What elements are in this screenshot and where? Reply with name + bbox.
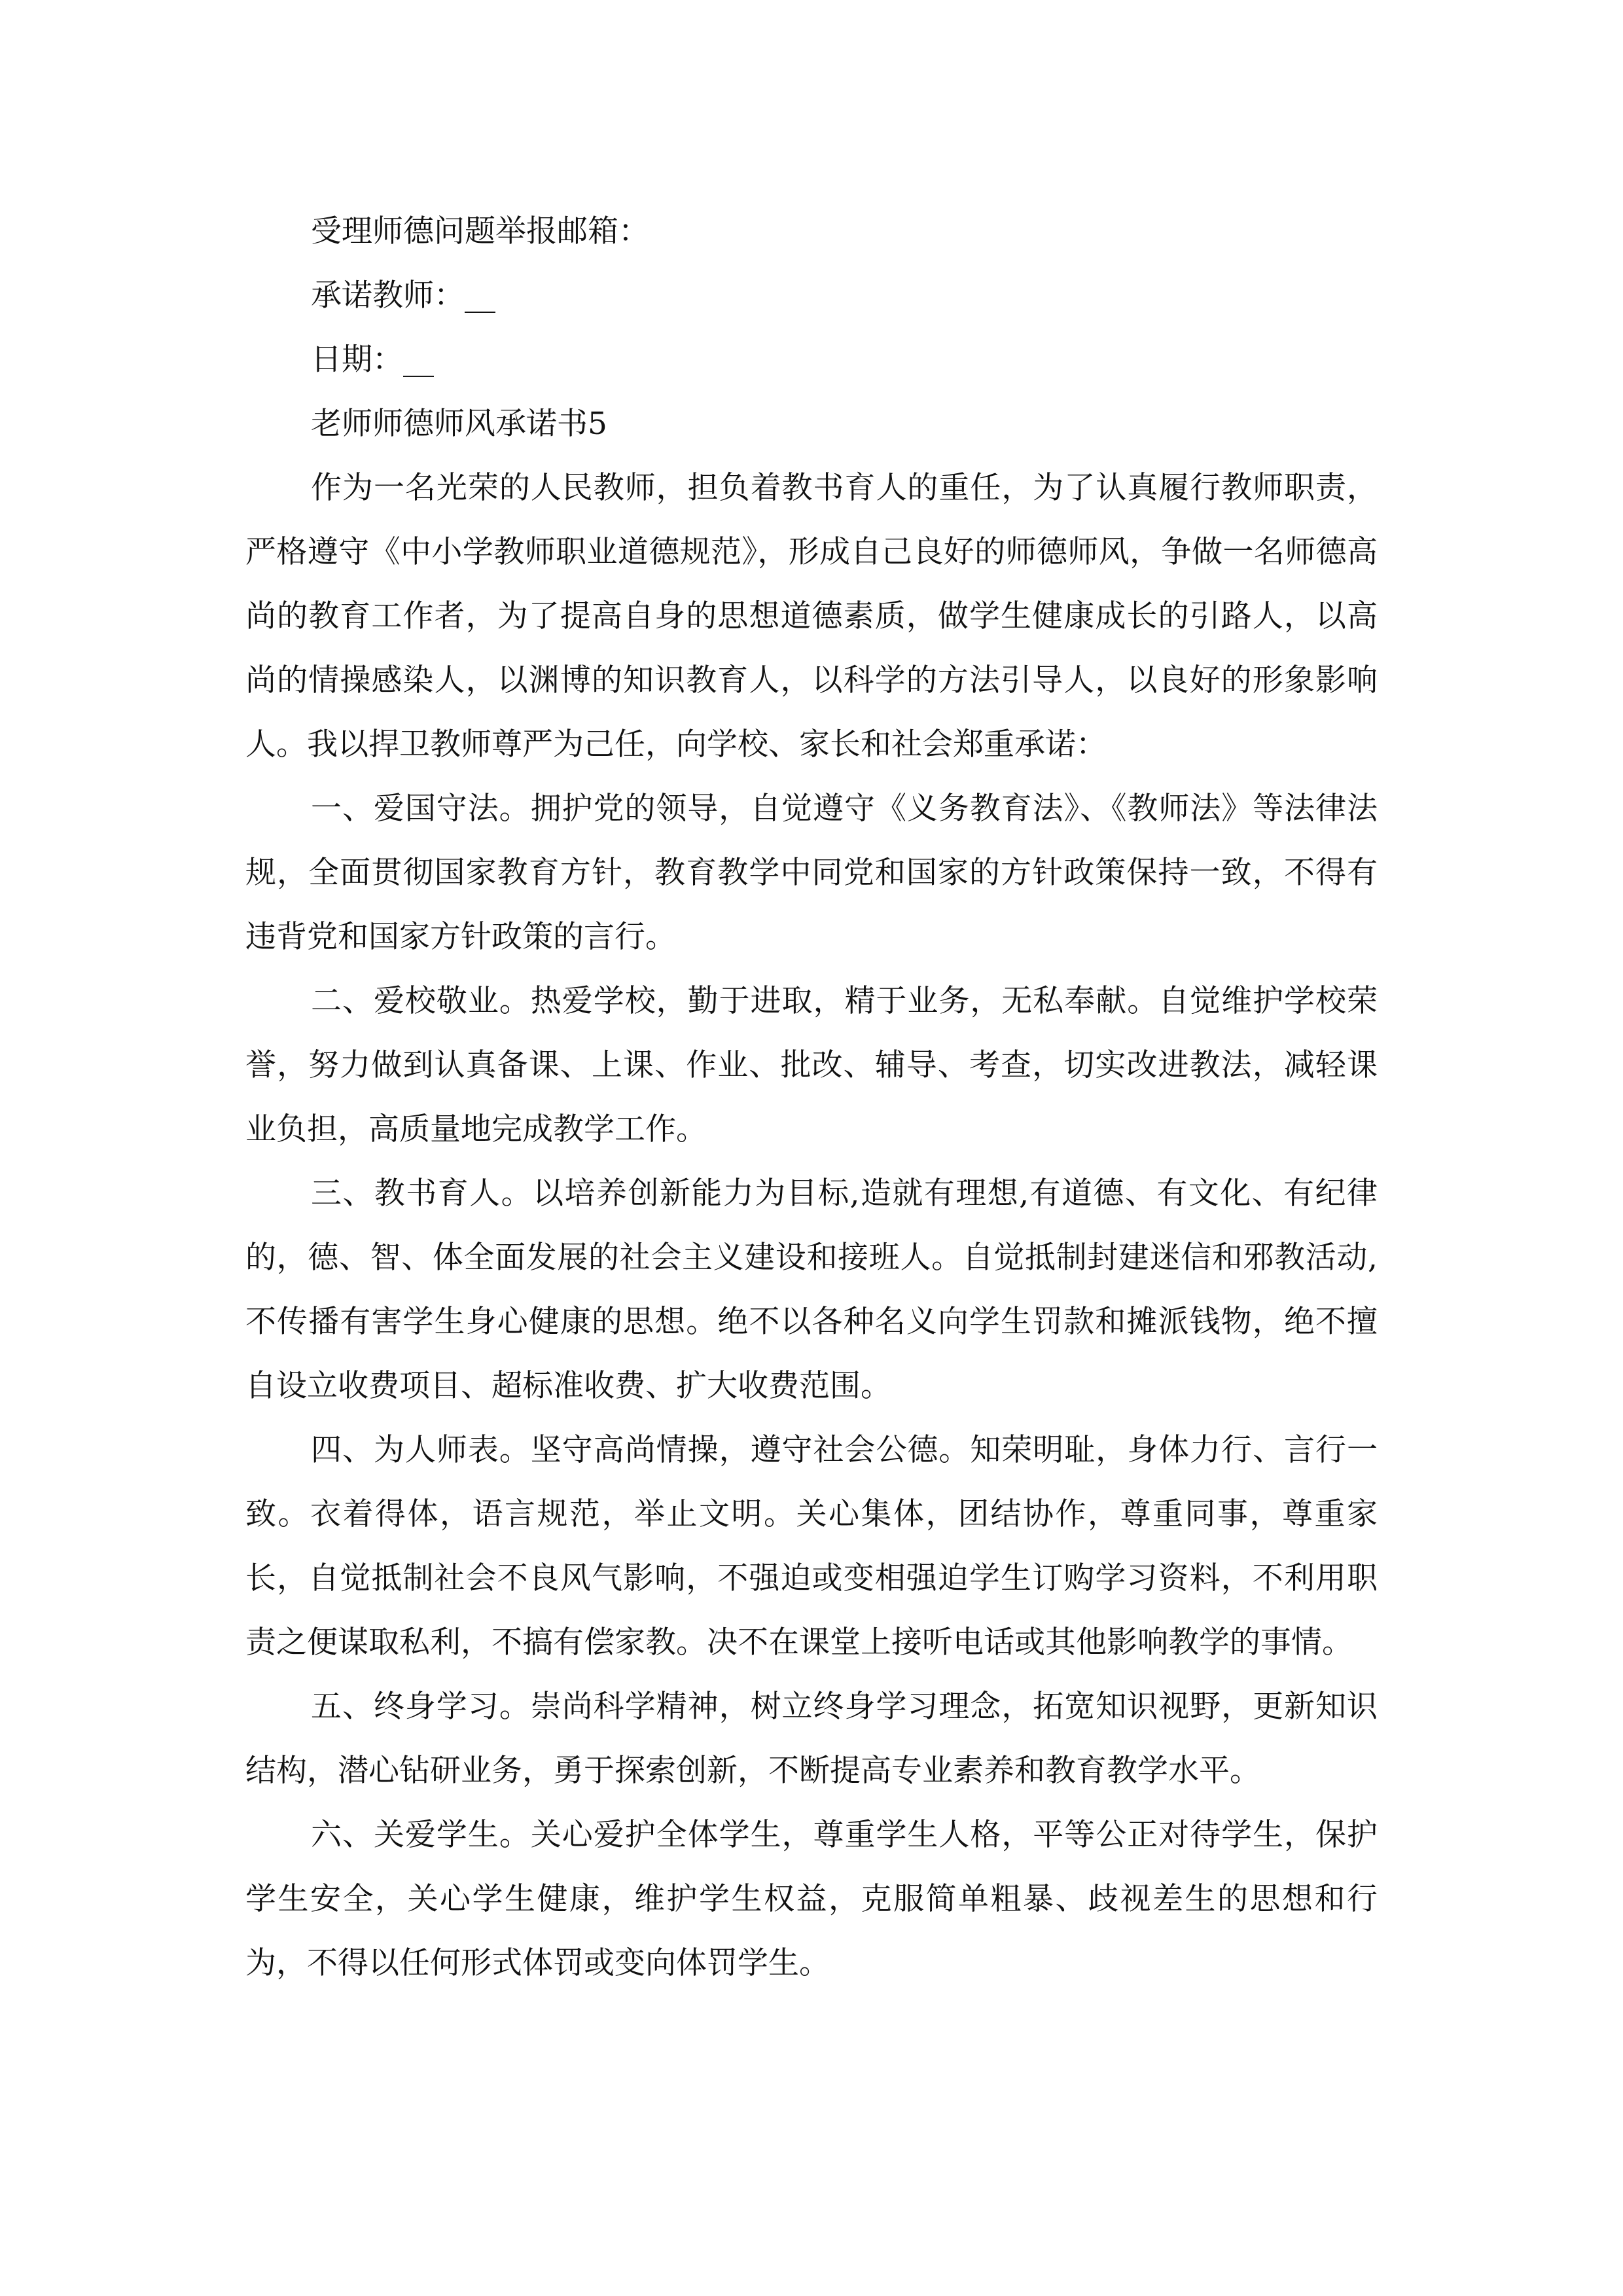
- document-title: 老师师德师风承诺书5: [311, 406, 607, 442]
- report-email-line: 受理师德问题举报邮箱：: [311, 213, 649, 249]
- clause-paragraph-4: 四、为人师表。坚守高尚情操，遵守社会公德。知荣明耻，身体力行、言行一致。衣着得体，语言规范，举止文明。关心集体，团结协作，尊重同事，尊重家长，自觉抵制社会不良风气影响，不强迫或变相强迫学生订购学习资料，不利用职责之便谋取私利，不搞有偿家教。决不在课堂上接听电话或其他影响教学的事情。: [245, 1432, 1378, 1660]
- intro-paragraph: 作为一名光荣的人民教师，担负着教书育人的重任，为了认真履行教师职责，严格遵守《中小学教师职业道德规范》，形成自己良好的师德师风，争做一名师德高尚的教育工作者，为了提高自身的思想道德素质，做学生健康成长的引路人，以高尚的情操感染人，以渊博的知识教育人，以科学的方法引导人，以良好的形象影响人。我以捍卫教师尊严为己任，向学校、家长和社会郑重承诺：: [245, 470, 1378, 762]
- clause-paragraph-5: 五、终身学习。崇尚科学精神，树立终身学习理念，拓宽知识视野，更新知识结构，潜心钻研业务，勇于探索创新，不断提高专业素养和教育教学水平。: [245, 1689, 1378, 1789]
- date-line: 日期：__: [311, 342, 434, 378]
- document-body: [245, 200, 1378, 1996]
- clause-paragraph-6: 六、关爱学生。关心爱护全体学生，尊重学生人格，平等公正对待学生，保护学生安全，关心学生健康，维护学生权益，克服简单粗暴、歧视差生的思想和行为，不得以任何形式体罚或变向体罚学生。: [245, 1817, 1378, 1981]
- clause-paragraph-3: 三、教书育人。以培养创新能力为目标,造就有理想,有道德、有文化、有纪律的，德、智、体全面发展的社会主义建设和接班人。自觉抵制封建迷信和邪教活动,不传播有害学生身心健康的思想。绝不以各种名义向学生罚款和摊派钱物，绝不擅自设立收费项目、超标准收费、扩大收费范围。: [245, 1175, 1378, 1404]
- clause-paragraph-1: 一、爱国守法。拥护党的领导，自觉遵守《义务教育法》、《教师法》等法律法规，全面贯彻国家教育方针，教育教学中同党和国家的方针政策保持一致，不得有违背党和国家方针政策的言行。: [245, 791, 1378, 955]
- teacher-signature-line: 承诺教师：__: [311, 278, 495, 314]
- clause-paragraph-2: 二、爱校敬业。热爱学校，勤于进取，精于业务，无私奉献。自觉维护学校荣誉，努力做到认真备课、上课、作业、批改、辅导、考查，切实改进教法，减轻课业负担，高质量地完成教学工作。: [245, 983, 1378, 1147]
